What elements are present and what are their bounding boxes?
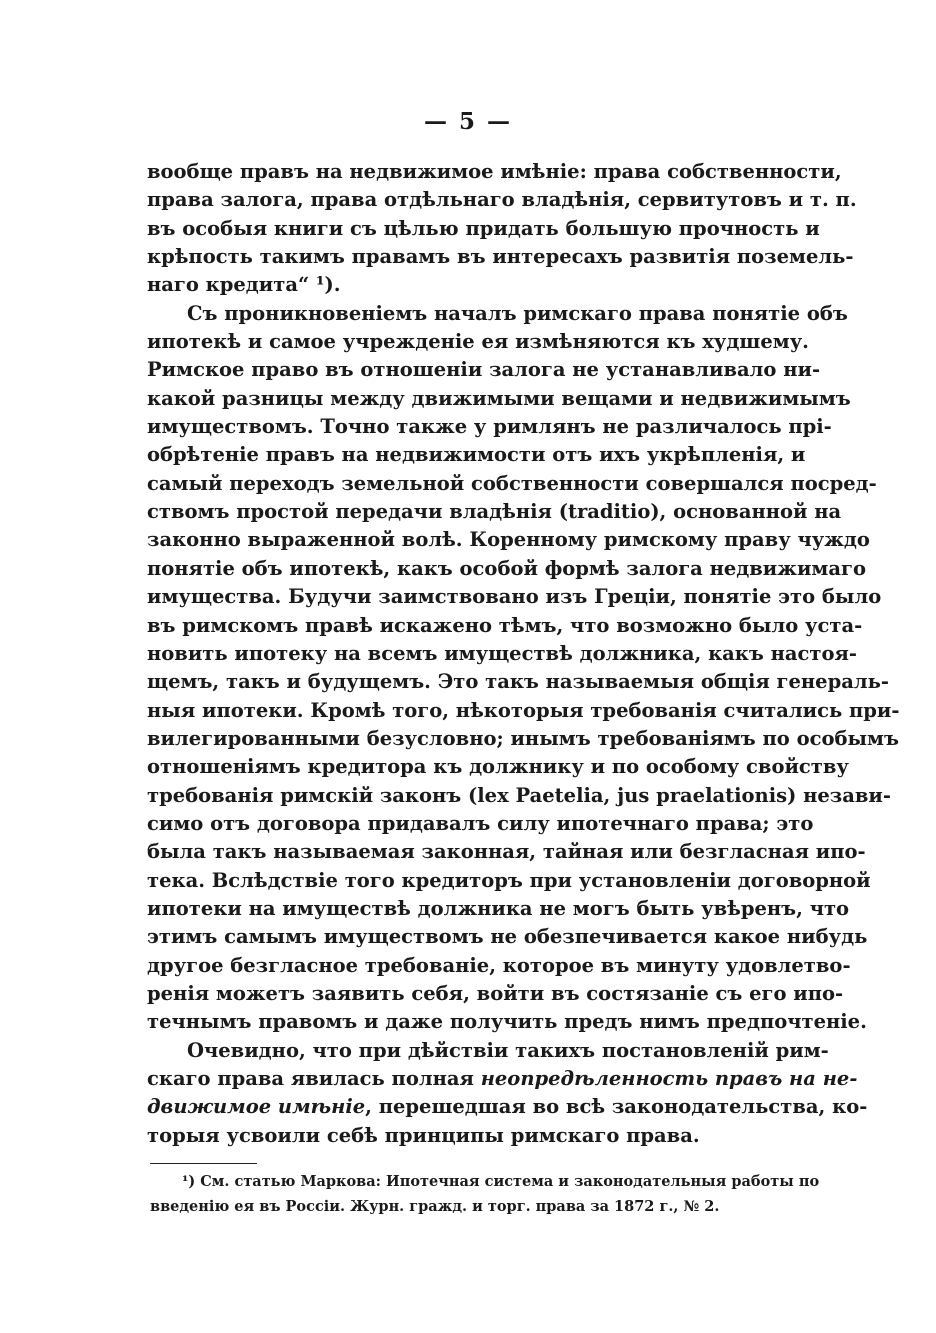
text-line: крѣпость такимъ правамъ въ интересахъ развитія поземель- <box>147 245 854 269</box>
text-line: Очевидно, что при дѣйствіи такихъ постановленій рим- <box>187 1038 829 1062</box>
text-line: этимъ самымъ имуществомъ не обезпечивается какое нибудь <box>147 925 868 949</box>
text-line: имущества. Будучи заимствовано изъ Греціи, понятіе это было <box>147 585 882 609</box>
text-line: течнымъ правомъ и даже получить предъ нимъ предпочтеніе. <box>147 1010 867 1034</box>
text-line: въ римскомъ правѣ искажено тѣмъ, что возможно было уста- <box>147 613 863 637</box>
text-line: какой разницы между движимыми вещами и недвижимымъ <box>147 386 851 410</box>
footnote-line: введенію ея въ Россіи. Журн. гражд. и торг. права за 1872 г., № 2. <box>150 1198 720 1215</box>
text-line: симо отъ договора придавалъ силу ипотечнаго права; это <box>147 811 814 835</box>
emphasis-text: движимое имѣніе <box>147 1095 366 1119</box>
text-line: вообще правъ на недвижимое имѣніе: права собственности, <box>147 160 842 183</box>
text-line: въ особыя книги съ цѣлью придать большую прочность и <box>147 216 820 240</box>
footnote-line: ¹) См. статью Маркова: Ипотечная система и законодательныя работы по <box>182 1173 820 1190</box>
text-line: щемъ, такъ и будущемъ. Это такъ называемыя общія генераль- <box>147 670 889 694</box>
text-line: ипотекѣ и самое учрежденіе ея измѣняются къ худшему. <box>147 330 809 354</box>
text-line: ипотеки на имуществѣ должника не могъ быть увѣренъ, что <box>147 896 850 920</box>
text-line: обрѣтеніе правъ на недвижимости отъ ихъ укрѣпленія, и <box>147 443 806 467</box>
text-line: ренія можетъ заявить себя, войти въ состязаніе съ его ипо- <box>147 981 844 1005</box>
text-line: Римское право въ отношеніи залога не устанавливало ни- <box>147 358 821 382</box>
text-line: ныя ипотеки. Кромѣ того, нѣкоторыя требованія считались при- <box>147 698 900 722</box>
emphasis-text: неопредѣленность правъ на не- <box>480 1067 858 1090</box>
text-line: торыя усвоили себѣ принципы римскаго права. <box>147 1123 700 1147</box>
text-line: Съ проникновеніемъ началъ римскаго права понятіе объ <box>187 301 848 325</box>
text-run: , перешедшая во всѣ законодательства, ко- <box>365 1095 868 1119</box>
body-text <box>147 158 900 1150</box>
text-line: другое безгласное требованіе, которое въ минуту удовлетво- <box>147 953 851 977</box>
text-line: была такъ называемая законная, тайная или безгласная ипо- <box>147 840 866 864</box>
text-run: скаго права явилась полная <box>147 1067 481 1090</box>
text-line <box>147 1065 858 1093</box>
page-number: — 5 — <box>423 108 513 135</box>
paragraph-2 <box>147 300 900 1037</box>
text-line: тека. Вслѣдствіе того кредиторъ при установленіи договорной <box>147 868 871 892</box>
paragraph-3 <box>147 1037 868 1150</box>
text-line: наго кредита“ ¹). <box>147 273 341 297</box>
footnote-divider <box>150 1163 257 1164</box>
paragraph-1 <box>147 158 857 300</box>
text-line: требованія римскій законъ (lex Paetelia, jus praelationis) незави- <box>147 783 891 807</box>
text-line: новить ипотеку на всемъ имуществѣ должника, какъ настоя- <box>147 641 857 665</box>
text-line: вилегированными безусловно; инымъ требованіямъ по особымъ <box>147 726 899 750</box>
text-line: отношеніямъ кредитора къ должнику и по особому свойству <box>147 755 849 779</box>
text-line: ствомъ простой передачи владѣнія (traditio), основанной на <box>147 500 842 524</box>
text-line <box>147 1093 868 1121</box>
text-line: права залога, права отдѣльнаго владѣнія, сервитутовъ и т. п. <box>147 188 857 212</box>
text-line: законно выраженной волѣ. Коренному римскому праву чуждо <box>147 528 870 552</box>
text-line: понятіе объ ипотекѣ, какъ особой формѣ залога недвижимаго <box>147 556 866 580</box>
text-line: самый переходъ земельной собственности совершался посред- <box>147 471 877 495</box>
text-line: имуществомъ. Точно также у римлянъ не различалось прі- <box>147 415 832 439</box>
footnote <box>150 1169 820 1219</box>
